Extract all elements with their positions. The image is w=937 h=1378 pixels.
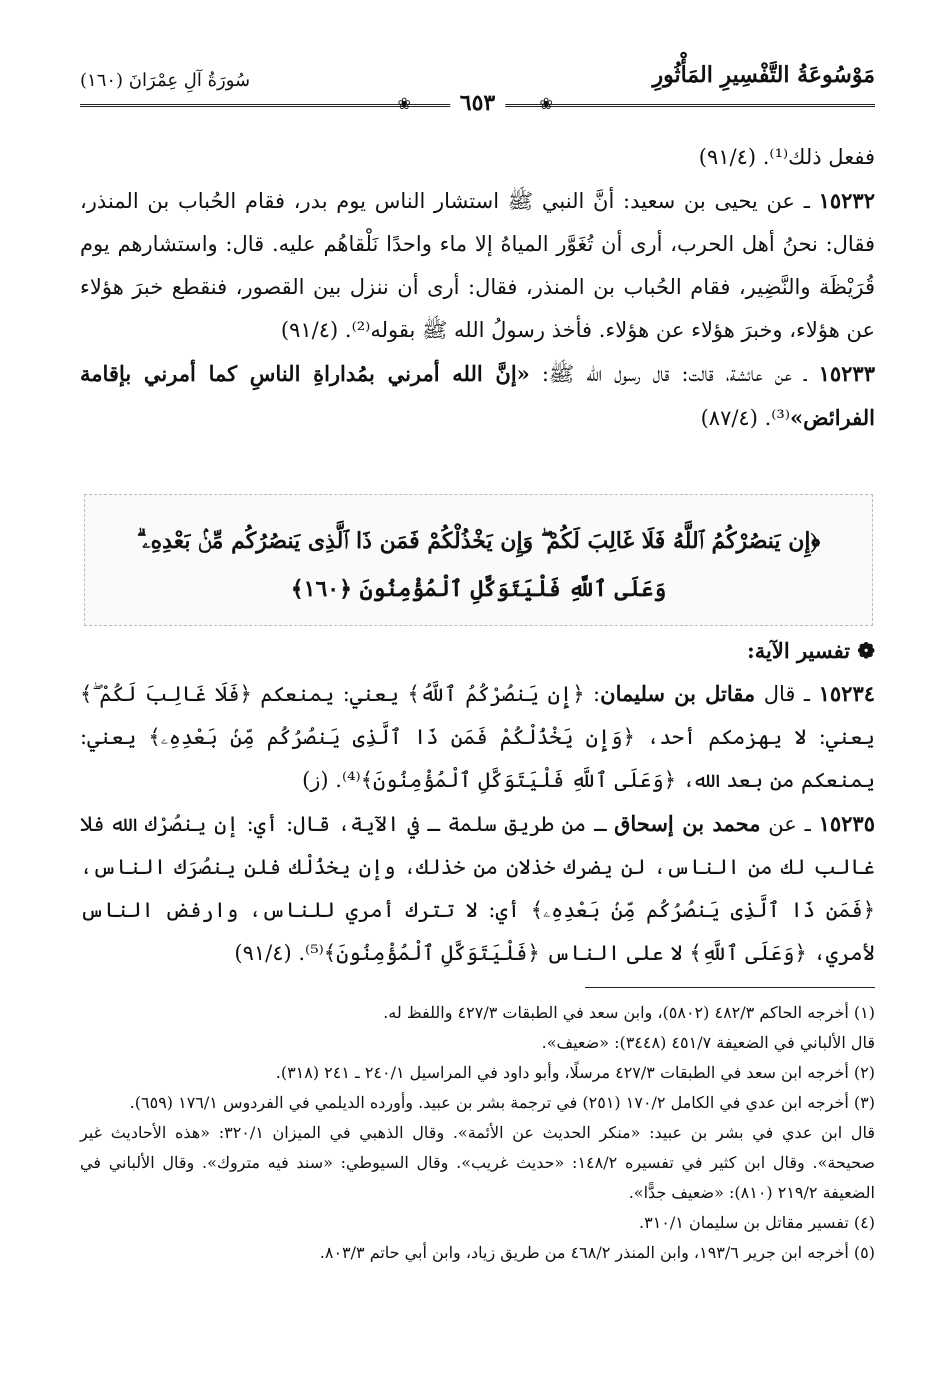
hadith-text: ـ عن يحيى بن سعيد: أنَّ النبي ﷺ استشار الناس يوم بدر، فقام الحُباب بن المنذر، فقال: نحنُ أهل الحرب، أرى أن تُغَوَّر المياهُ إلا ماء واحدًا نَلْقاهُم عليه. قال: واستشارهم يوم قُرَيْظَة والنَّضِير، فقام الحُباب بن المنذر، فقال: أرى أن ننزل بين القصور، فنقطع خبرَ هؤلاء عن هؤلاء، وخبرَ هؤلاء عن هؤلاء. فأخذ رسولُ الله ﷺ بقوله⁽²⁾. (٩١/٤) [80,189,875,342]
hadith-intro: ـ عن عائشة، قالت: قال رسول الله ﷺ: [529,362,819,386]
surah-label: سُورَةُ آلِ عِمْرَانَ (١٦٠) [80,70,251,91]
hadith-number: ١٥٢٣٥ [818,811,875,836]
hadith-reference: ⁽³⁾. (٨٧/٤) [700,406,791,430]
tafsir-paragraph [80,672,875,802]
footnote: (٢) أخرجه ابن سعد في الطبقات ٤٢٧/٣ مرسلًا، وأبو داود في المراسيل ٢٤٠/١ ـ ٢٤١ (٣١٨). [275,1063,875,1082]
footnote: قال ابن عدي في بشر بن عبيد: «منكر الحديث عن الأئمة». وقال الذهبي في الميزان ٣٢٠/١: «هذه الأحاديث غير صحيحة». وقال ابن كثير في تفسيره ١٤٨/٢: «حديث غريب». وقال السيوطي: «سند فيه متروك». وقال الألباني في الضعيفة ٢١٩/٢ (٨١٠): «ضعيف جدًّا». [80,1123,876,1202]
footnote-rule [585,987,875,988]
hadith-quote: «إنَّ الله أمرني بمُداراةِ الناسِ كما أمرني بإقامة الفرائض» [80,361,875,430]
tafsir-section [80,636,875,975]
tafsir-intro: ـ عن [760,812,819,836]
flower-ornament-icon: ❀ [397,94,411,113]
hadith-number: ١٥٢٣٢ [818,188,875,213]
hadith-number: ١٥٢٣٤ [818,681,876,706]
ayah-line: ﴿إِن يَنصُرْكُمُ ٱللَّهُ فَلَا غَالِبَ لَكُمْ ۖ وَإِن يَخْذُلْكُمْ فَمَن ذَا ٱلَّذِى يَنصُرُكُم مِّنۢ بَعْدِهِۦ ۗ [136,528,821,554]
footnote: قال الألباني في الضعيفة ٤٥١/٧ (٣٤٤٨): «ضعيف». [541,1033,875,1052]
section-heading: ❁ تفسير الآية: [746,638,875,663]
flower-ornament-icon: ❀ [539,94,553,113]
page-number: ٦٥٣ [450,90,505,116]
tafsir-paragraph [80,802,875,975]
ayah-box [84,494,873,626]
narrator-name: محمد بن إسحاق [614,811,761,836]
ayah-line: وَعَلَى ٱللَّهِ فَلْيَتَوَكَّلِ ٱلْمُؤْمِنُونَ ﴿١٦٠﴾ [290,576,667,602]
footnote: (٤) تفسير مقاتل بن سليمان ٣١٠/١. [639,1213,875,1232]
page-header [80,56,875,116]
narrator-name: مقاتل بن سليمان [600,681,756,706]
hadith-number: ١٥٢٣٣ [818,361,875,386]
book-title: مَوْسُوعَةُ التَّفْسِيرِ المَأْثُورِ [652,62,875,88]
tafsir-intro: ـ قال [755,682,819,706]
footnote: (٥) أخرجه ابن جرير ١٩٣/٦، وابن المنذر ٤٦٨/٢ من طريق زياد، وابن أبي حاتم ٨٠٣/٣. [319,1243,875,1262]
hadith-paragraph [80,179,875,352]
footnote: (٣) أخرجه ابن عدي في الكامل ١٧٠/٢ (٢٥١) في ترجمة بشر بن عبيد. وأورده الديلمي في الفردوس ١٧٦/١ (٦٥٩). [129,1093,875,1112]
tafsir-text: ـ من طريق سلمة ـ في الآية، قال: أي: إن ينصُرْك الله فلا غالب لك من الناس، لن يضرك خذلان من خذلك، وإن يخذُلْك فلن ينصُرَك الناس، ﴿فَمَن ذَا ٱلَّذِى يَنصُرُكُم مِّنۢ بَعْدِهِۦ﴾ أي: لا تترك أمري للناس، وارفض الناس لأمري، ﴿وَعَلَى ٱللَّهِ﴾ لا على الناس ﴿فَلْيَتَوَكَّلِ ٱلْمُؤْمِنُونَ﴾⁽⁵⁾. (٩١/٤) [80,812,875,965]
footnote: (١) أخرجه الحاكم ٤٨٢/٣ (٥٨٠٢)، وابن سعد في الطبقات ٤٢٧/٣ واللفظ له. [383,1003,875,1022]
paragraph-continuation: ففعل ذلك⁽¹⁾. (٩١/٤) [698,145,875,169]
tafsir-text: : ﴿إِن يَنصُرْكُمُ ٱللَّهُ﴾ يعني: يمنعكم ﴿فَلَا غَالِبَ لَكُمْ ۖ﴾ يعني: لا يهزمكم أحد، ﴿وَإِن يَخْذُلْكُمْ فَمَن ذَا ٱلَّذِى يَنصُرُكُم مِّنۢ بَعْدِهِۦ﴾ يعني: يمنعكم من بعد الله، ﴿وَعَلَى ٱللَّهِ فَلْيَتَوَكَّلِ ٱلْمُؤْمِنُونَ﴾⁽⁴⁾. (ز) [80,682,875,792]
hadith-paragraph [80,352,875,440]
footnotes [80,998,875,1268]
main-text [80,136,875,440]
